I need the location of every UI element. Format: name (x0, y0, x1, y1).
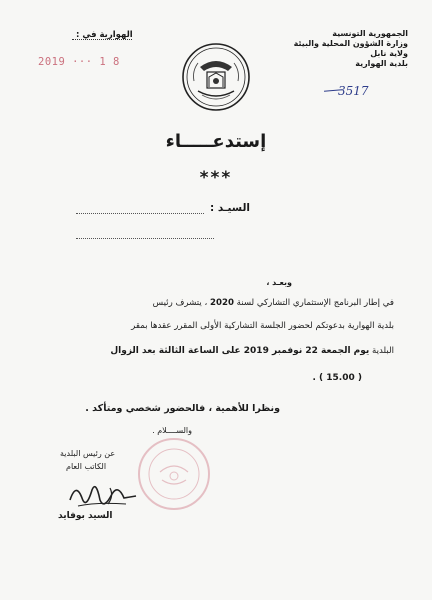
date-dotted-line (72, 39, 132, 40)
document-title: إستدعـــــاء (165, 131, 267, 152)
signatory-for-mayor: عن رئيس البلدية (60, 449, 116, 458)
meeting-datetime: يوم الجمعة 22 نوفمبر 2019 على الساعة الثالثة بعد الزوال (110, 346, 370, 356)
body-text-1a: في إطار البرنامج الإستثماري التشاركي لسنة (236, 298, 394, 308)
date-stamp: 2019 ··· 1 8 (38, 56, 120, 68)
letterhead-governorate: ولاية نابل (370, 49, 408, 58)
closing-greeting: والســــلام . (152, 426, 192, 435)
invitation-line-3 (40, 345, 394, 358)
invitation-line-1 (44, 297, 394, 310)
body-text-3a: البلدية (372, 346, 394, 356)
letterhead (294, 29, 408, 69)
letterhead-municipality: بلدية الهوارية (355, 59, 408, 68)
addressee-dotted-line-1 (76, 213, 204, 214)
place-date-label: الهوارية في : (76, 30, 133, 40)
round-official-stamp-icon (136, 436, 212, 516)
letterhead-country: الجمهورية التونسية (332, 29, 408, 38)
addressee-dotted-line-2 (76, 238, 214, 239)
invitation-line-2: بلدية الهوارية بدعوتكم لحضور الجلسة التشاركية الأولى المقرر عقدها بمقر (131, 321, 394, 331)
meeting-time: ( 15.00 ) . (312, 373, 362, 383)
addressee-label: السيـد : (210, 202, 251, 214)
letterhead-ministry: وزارة الشؤون المحلية والبيئة (293, 39, 408, 48)
signatory-role: الكاتب العام (66, 462, 107, 471)
signatory-name: السيد بوفايد (58, 511, 113, 521)
program-year: 2020 (210, 298, 234, 308)
greeting: وبعـد ، (266, 278, 292, 287)
reference-number: 3517 (338, 84, 369, 98)
municipal-logo-icon (180, 41, 252, 117)
attendance-note: ونظرا للأهمية ، فالحضور شخصي ومتأكد . (85, 403, 280, 414)
body-text-1b: ، يتشرف رئيس (152, 298, 208, 308)
title-separator-stars: *** (199, 168, 233, 188)
